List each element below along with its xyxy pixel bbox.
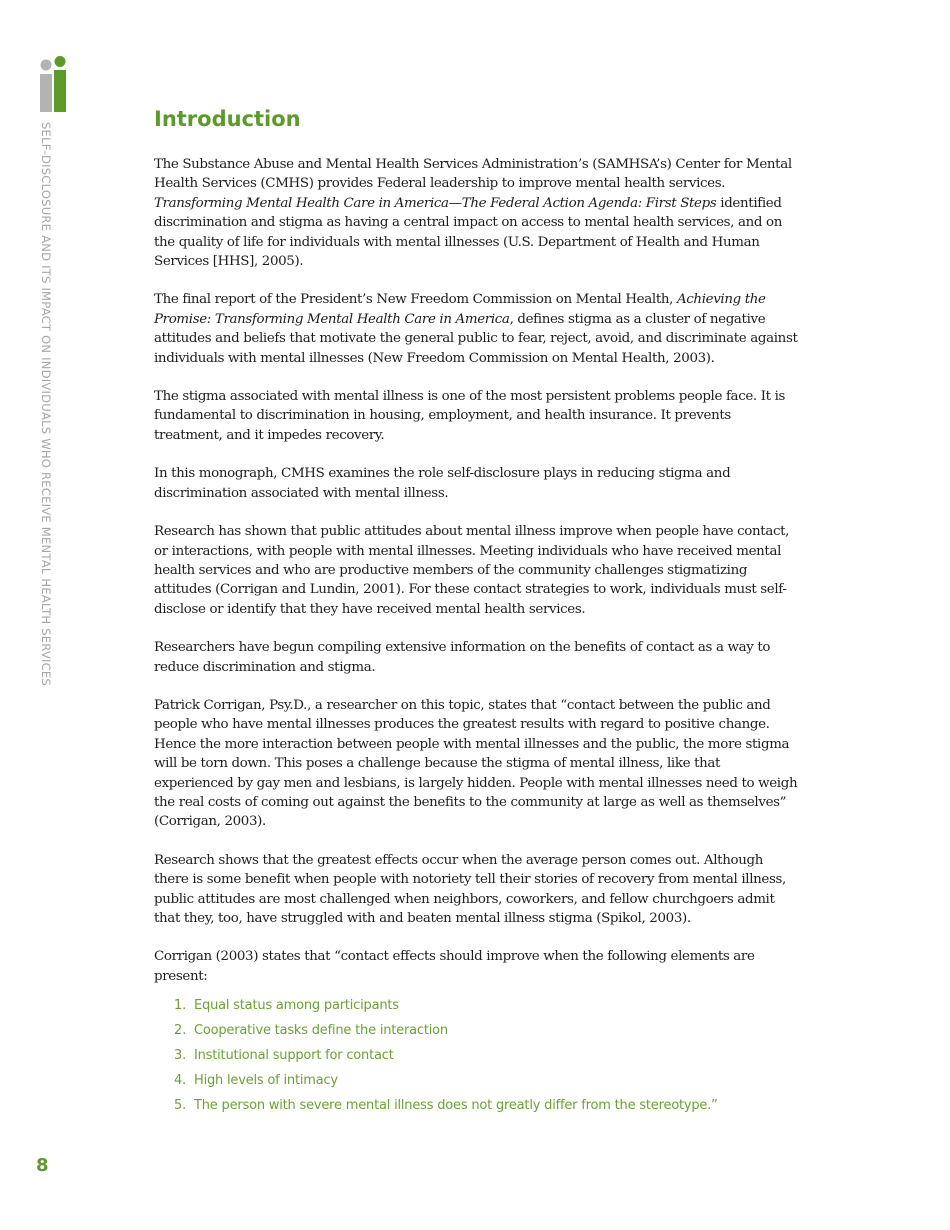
list-item bbox=[174, 1093, 800, 1118]
list-item bbox=[174, 993, 800, 1018]
paragraph bbox=[154, 522, 800, 619]
running-head bbox=[39, 122, 54, 686]
logo-ii-icon bbox=[36, 56, 68, 114]
running-head-text: SELF-DISCLOSURE AND ITS IMPACT ON INDIVIDUALS WHO RECEIVE MENTAL HEALTH SERVICES bbox=[39, 122, 53, 686]
contact-elements-list bbox=[154, 993, 800, 1118]
text-run: The final report of the President’s New Freedom Commission on Mental Health, bbox=[154, 292, 677, 308]
list-item-text: Cooperative tasks define the interaction bbox=[194, 1023, 448, 1039]
list-item-text: Institutional support for contact bbox=[194, 1048, 394, 1064]
list-item bbox=[174, 1043, 800, 1068]
list-item-number: 5. bbox=[174, 1098, 187, 1114]
page-number: 8 bbox=[36, 1155, 49, 1176]
text-run: Research has shown that public attitudes about mental illness improve when people have contact, or interactions, with people with mental illnesses. Meeting individuals who have received mental health services and who are productive members of the community challenges stigmatizing attitudes (Corrigan and Lundin, 2001). For these contact strategies to work, individuals must self-disclose or identify that they have received mental health services. bbox=[154, 524, 790, 617]
text-run: The Substance Abuse and Mental Health Services Administration’s (SAMHSA’s) Center for Mental Health Services (CMHS) provides Federal leadership to improve mental health services. bbox=[154, 157, 792, 192]
list-item bbox=[174, 1068, 800, 1093]
text-run: Research shows that the greatest effects occur when the average person comes out. Although there is some benefit when people with notoriety tell their stories of recovery from mental illness, public attitudes are most challenged when neighbors, coworkers, and fellow churchgoers admit that they, too, have struggled with and beaten mental illness stigma (Spikol, 2003). bbox=[154, 852, 786, 926]
paragraph bbox=[154, 464, 800, 503]
paragraph bbox=[154, 290, 800, 368]
text-run: identified discrimination and stigma as having a central impact on access to mental health services, and on the quality of life for individuals with mental illnesses (U.S. Department of Health and Human Services [HHS], 2005). bbox=[154, 195, 783, 270]
main-content bbox=[154, 104, 800, 1118]
text-run: Corrigan (2003) states that “contact effects should improve when the following elements are present: bbox=[154, 949, 755, 984]
body-text bbox=[154, 155, 800, 986]
text-run: Patrick Corrigan, Psy.D., a researcher on this topic, states that “contact between the public and people who have mental illnesses produces the greatest results with regard to positive change. Hence the more interaction between people with mental illnesses and the public, the more stigma will be torn down. This poses a challenge because the stigma of mental illness, like that experienced by gay men and lesbians, is largely hidden. People with mental illnesses need to weigh the real costs of coming out against the benefits to the community at large as well as themselves” (Corrigan, 2003). bbox=[154, 697, 798, 830]
text-run: , defines stigma as a cluster of negative attitudes and beliefs that motivate the general public to fear, reject, avoid, and discriminate against individuals with mental illnesses (New Freedom Commission on Mental Health, 2003). bbox=[154, 311, 798, 366]
paragraph bbox=[154, 851, 800, 929]
list-item-text: The person with severe mental illness does not greatly differ from the stereotype.” bbox=[194, 1098, 718, 1114]
paragraph bbox=[154, 155, 800, 271]
list-item-number: 2. bbox=[174, 1023, 187, 1039]
text-run: Researchers have begun compiling extensive information on the benefits of contact as a way to reduce discrimination and stigma. bbox=[154, 640, 771, 675]
italic-title: Transforming Mental Health Care in America—The Federal Action Agenda: First Steps bbox=[154, 195, 717, 211]
paragraph bbox=[154, 387, 800, 445]
text-run: In this monograph, CMHS examines the role self-disclosure plays in reducing stigma and discrimination associated with mental illness. bbox=[154, 466, 731, 501]
list-item bbox=[174, 1018, 800, 1043]
paragraph bbox=[154, 947, 800, 986]
list-item-text: High levels of intimacy bbox=[194, 1073, 338, 1089]
paragraph bbox=[154, 696, 800, 832]
paragraph bbox=[154, 638, 800, 677]
section-title: Introduction bbox=[154, 107, 301, 131]
text-run: The stigma associated with mental illness is one of the most persistent problems people face. It is fundamental to discrimination in housing, employment, and health insurance. It prevents treatment, and it impedes recovery. bbox=[154, 389, 786, 443]
list-item-number: 1. bbox=[174, 998, 187, 1014]
italic-title: Achieving the Promise: Transforming Mental Health Care in America bbox=[154, 292, 766, 327]
list-item-number: 4. bbox=[174, 1073, 187, 1089]
list-item-text: Equal status among participants bbox=[194, 998, 399, 1014]
list-item-number: 3. bbox=[174, 1048, 187, 1064]
